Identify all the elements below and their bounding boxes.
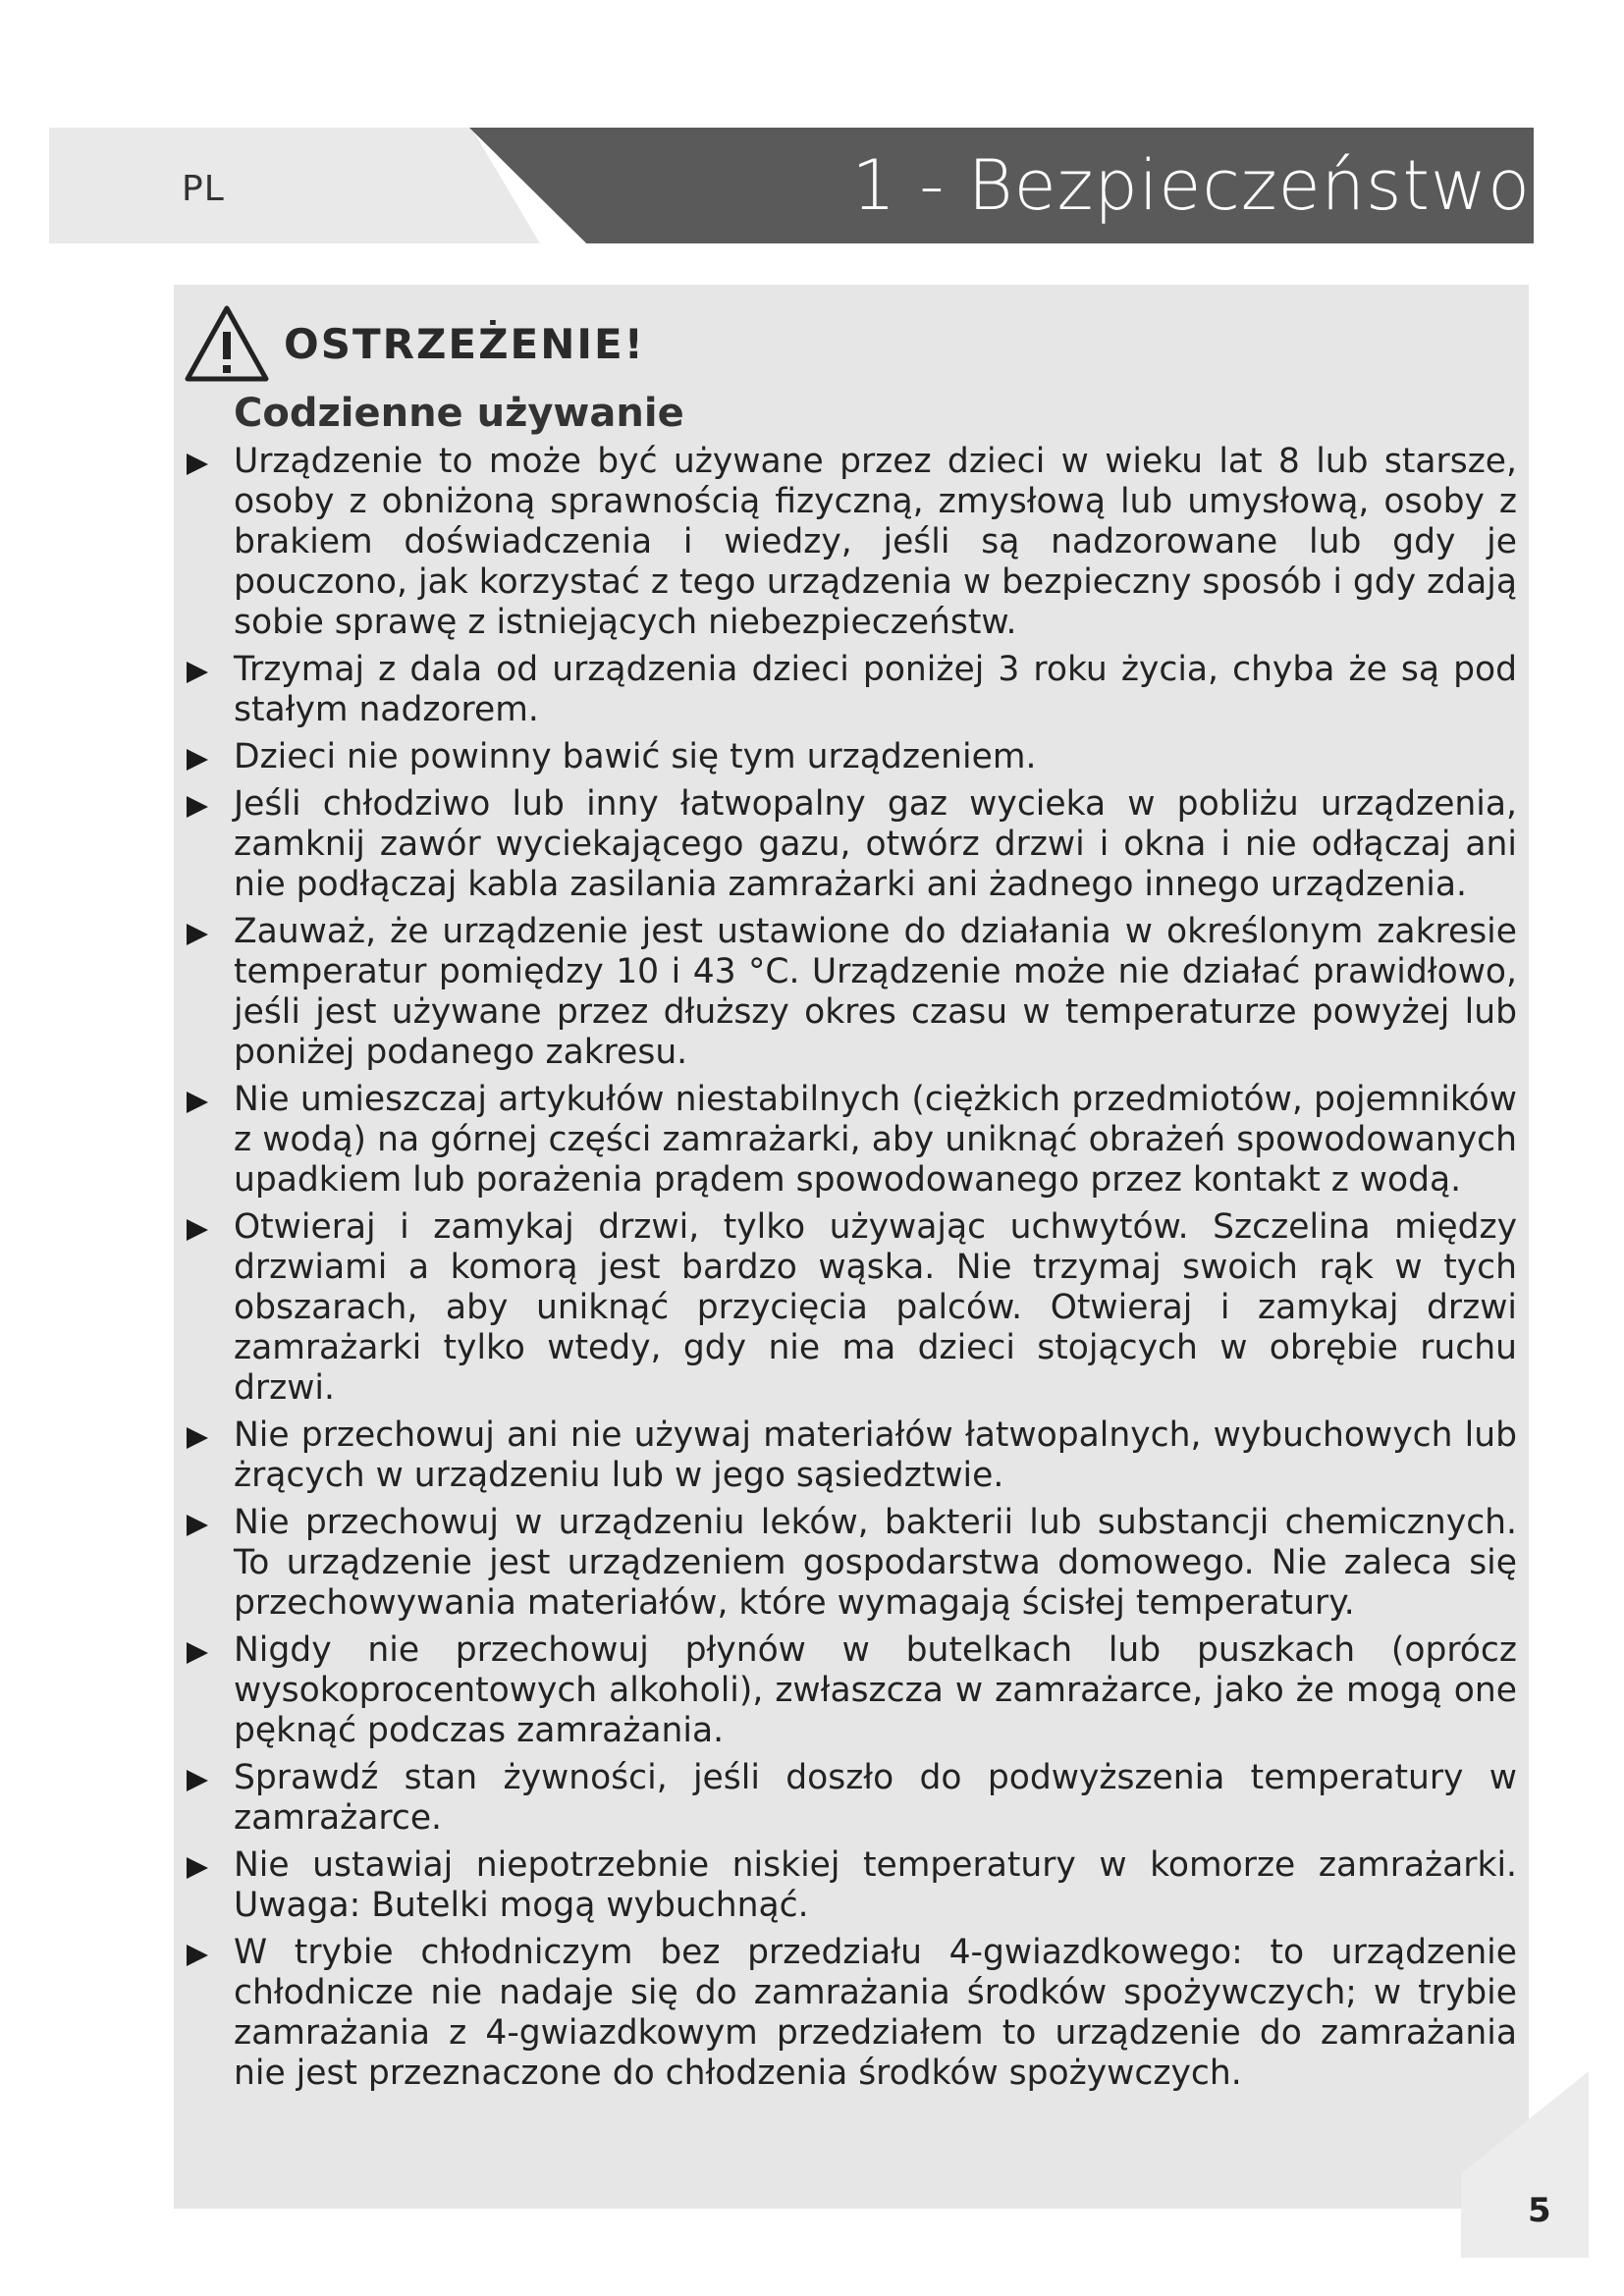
bullet-triangle-icon (187, 662, 208, 683)
list-item (187, 1207, 1517, 1409)
list-item (187, 912, 1517, 1073)
rule-text: Trzymaj z dala od urządzenia dzieci poniżej 3 roku życia, chyba że są pod stałym nadzorem. (234, 650, 1517, 729)
list-item (187, 784, 1517, 905)
language-code: PL (182, 169, 225, 209)
warning-triangle-icon (182, 302, 272, 385)
section-title: 1 - Bezpieczeństwo (851, 145, 1531, 226)
rule-text: Nie ustawiaj niepotrzebnie niskiej temperatury w komorze zamrażarki. Uwaga: Butelki mogą wybuchnąć. (234, 1845, 1517, 1925)
list-item (187, 1503, 1517, 1624)
rule-text: Nigdy nie przechowuj płynów w butelkach lub puszkach (oprócz wysokoprocentowych alkoholi), zwłaszcza w zamrażarce, jako że mogą one pęknąć podczas zamrażania. (234, 1630, 1517, 1750)
bullet-triangle-icon (187, 1515, 208, 1536)
list-item (187, 1758, 1517, 1839)
rule-text: Zauważ, że urządzenie jest ustawione do działania w określonym zakresie temperatur pomiędzy 10 i 43 °C. Urządzenie może nie działać prawidłowo, jeśli jest używane przez dłuższy okres czasu w temperaturze powyżej lub poniżej podanego zakresu. (234, 912, 1517, 1072)
rule-text: Sprawdź stan żywności, jeśli doszło do podwyższenia temperatury w zamrażarce. (234, 1758, 1517, 1838)
bullet-triangle-icon (187, 1642, 208, 1664)
list-item (187, 1933, 1517, 2094)
list-item (187, 1630, 1517, 1751)
list-item (187, 650, 1517, 730)
warning-title: OSTRZEŻENIE! (284, 319, 645, 368)
rule-text: Otwieraj i zamykaj drzwi, tylko używając uchwytów. Szczelina między drzwiami a komorą jest bardzo wąska. Nie trzymaj swoich rąk w tych obszarach, aby uniknąć przycięcia palców. Otwieraj i zamykaj drzwi zamrażarki tylko wtedy, gdy nie ma dzieci stojących w obrębie ruchu drzwi. (234, 1207, 1517, 1408)
warning-heading (182, 299, 645, 388)
section-subheading: Codzienne używanie (234, 391, 684, 436)
rule-text: Nie przechowuj ani nie używaj materiałów łatwopalnych, wybuchowych lub żrących w urządzeniu lub w jego sąsiedztwie. (234, 1415, 1517, 1495)
list-item (187, 1415, 1517, 1496)
bullet-triangle-icon (187, 1219, 208, 1241)
bullet-triangle-icon (187, 1945, 208, 1966)
rule-text: Nie umieszczaj artykułów niestabilnych (ciężkich przedmiotów, pojemników z wodą) na górnej części zamrażarki, aby uniknąć obrażeń spowodowanych upadkiem lub porażenia prądem spowodowanego przez kontakt z wodą. (234, 1080, 1517, 1200)
list-item (187, 737, 1517, 777)
list-item (187, 1080, 1517, 1201)
bullet-triangle-icon (187, 1427, 208, 1449)
rule-text: Jeśli chłodziwo lub inny łatwopalny gaz wycieka w pobliżu urządzenia, zamknij zawór wyciekającego gazu, otwórz drzwi i okna i nie odłączaj ani nie podłączaj kabla zasilania zamrażarki ani żadnego innego urządzenia. (234, 784, 1517, 904)
bullet-triangle-icon (187, 1857, 208, 1879)
list-item (187, 1845, 1517, 1926)
bullet-triangle-icon (187, 1770, 208, 1791)
rule-text: Nie przechowuj w urządzeniu leków, bakterii lub substancji chemicznych. To urządzenie jest urządzeniem gospodarstwa domowego. Nie zaleca się przechowywania materiałów, które wymagają ścisłej temperatury. (234, 1503, 1517, 1623)
rule-text: Dzieci nie powinny bawić się tym urządzeniem. (234, 737, 1037, 776)
list-item (187, 442, 1517, 643)
rule-text: W trybie chłodniczym bez przedziału 4-gwiazdkowego: to urządzenie chłodnicze nie nadaje się do zamrażania środków spożywczych; w trybie zamrażania z 4-gwiazdkowym przedziałem to urządzenie do zamrażania nie jest przeznaczone do chłodzenia środków spożywczych. (234, 1933, 1517, 2093)
header-language-tab (49, 128, 540, 243)
bullet-triangle-icon (187, 924, 208, 945)
page-number: 5 (1528, 2191, 1551, 2230)
bullet-triangle-icon (187, 1092, 208, 1113)
bullet-triangle-icon (187, 454, 208, 475)
rule-text: Urządzenie to może być używane przez dzieci w wieku lat 8 lub starsze, osoby z obniżoną sprawnością fizyczną, zmysłową lub umysłową, osoby z brakiem doświadczenia i wiedzy, jeśli są nadzorowane lub gdy je pouczono, jak korzystać z tego urządzenia w bezpieczny sposób i gdy zdają sobie sprawę z istniejących niebezpieczeństw. (234, 442, 1517, 642)
safety-rules-list (187, 442, 1517, 2101)
bullet-triangle-icon (187, 796, 208, 818)
bullet-triangle-icon (187, 749, 208, 771)
